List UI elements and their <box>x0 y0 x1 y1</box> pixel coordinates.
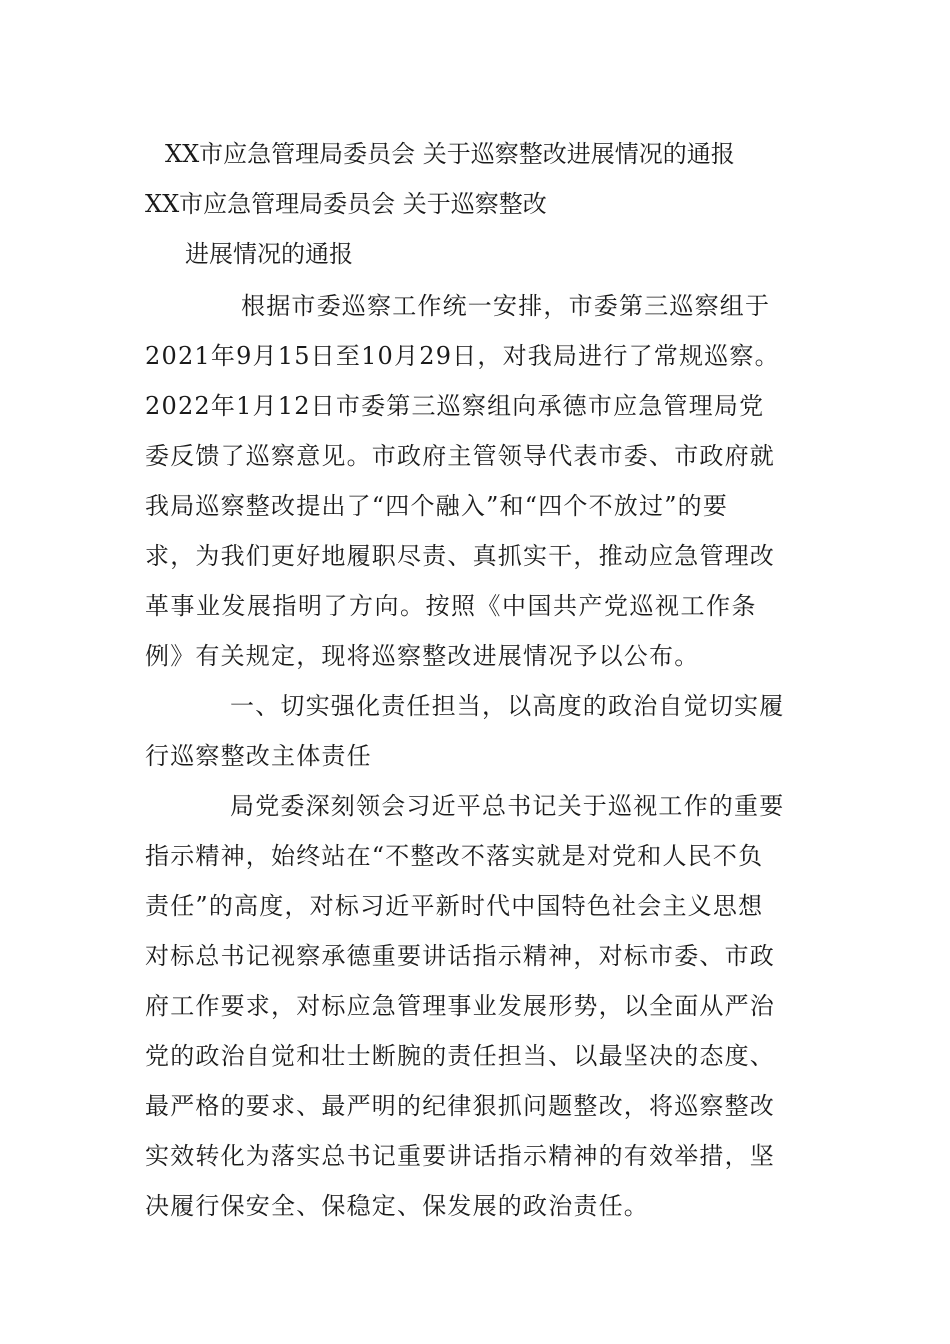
paragraph-1-line: 2021年9月15日至10月29日，对我局进行了常规巡察。 <box>145 342 780 370</box>
paragraph-1-line: 求，为我们更好地履职尽责、真抓实干，推动应急管理改 <box>145 542 775 570</box>
paragraph-1-line: 例》有关规定，现将巡察整改进展情况予以公布。 <box>145 642 700 670</box>
paragraph-2-line: 决履行保安全、保稳定、保发展的政治责任。 <box>145 1192 649 1220</box>
paragraph-1-line: 2022年1月12日市委第三巡察组向承德市应急管理局党 <box>145 392 765 420</box>
paragraph-1-line: 根据市委巡察工作统一安排，市委第三巡察组于 <box>241 292 771 320</box>
title-line-2: XX市应急管理局委员会 关于巡察整改 <box>145 190 547 218</box>
paragraph-2-line: 实效转化为落实总书记重要讲话指示精神的有效举措，坚 <box>145 1142 775 1170</box>
paragraph-2-line: 指示精神，始终站在“不整改不落实就是对党和人民不负 <box>145 842 764 870</box>
paragraph-2-line: 府工作要求，对标应急管理事业发展形势，以全面从严治 <box>145 992 775 1020</box>
paragraph-2-line: 局党委深刻领会习近平总书记关于巡视工作的重要 <box>230 792 785 820</box>
paragraph-2-line: 最严格的要求、最严明的纪律狠抓问题整改，将巡察整改 <box>145 1092 775 1120</box>
paragraph-1-line: 我局巡察整改提出了“四个融入”和“四个不放过”的要 <box>145 492 729 520</box>
paragraph-2-line: 对标总书记视察承德重要讲话指示精神，对标市委、市政 <box>145 942 775 970</box>
paragraph-1-line: 革事业发展指明了方向。按照《中国共产党巡视工作条 <box>145 592 757 620</box>
paragraph-2-line: 党的政治自觉和壮士断腕的责任担当、以最坚决的态度、 <box>145 1042 775 1070</box>
section-heading-line: 行巡察整改主体责任 <box>145 742 372 770</box>
title-line-1: XX市应急管理局委员会 关于巡察整改进展情况的通报 <box>165 140 735 168</box>
paragraph-1-line: 委反馈了巡察意见。市政府主管领导代表市委、市政府就 <box>145 442 775 470</box>
section-heading-line: 一、切实强化责任担当，以高度的政治自觉切实履 <box>230 692 785 720</box>
paragraph-2-line: 责任”的高度，对标习近平新时代中国特色社会主义思想 <box>145 892 764 920</box>
title-line-3: 进展情况的通报 <box>185 240 353 268</box>
